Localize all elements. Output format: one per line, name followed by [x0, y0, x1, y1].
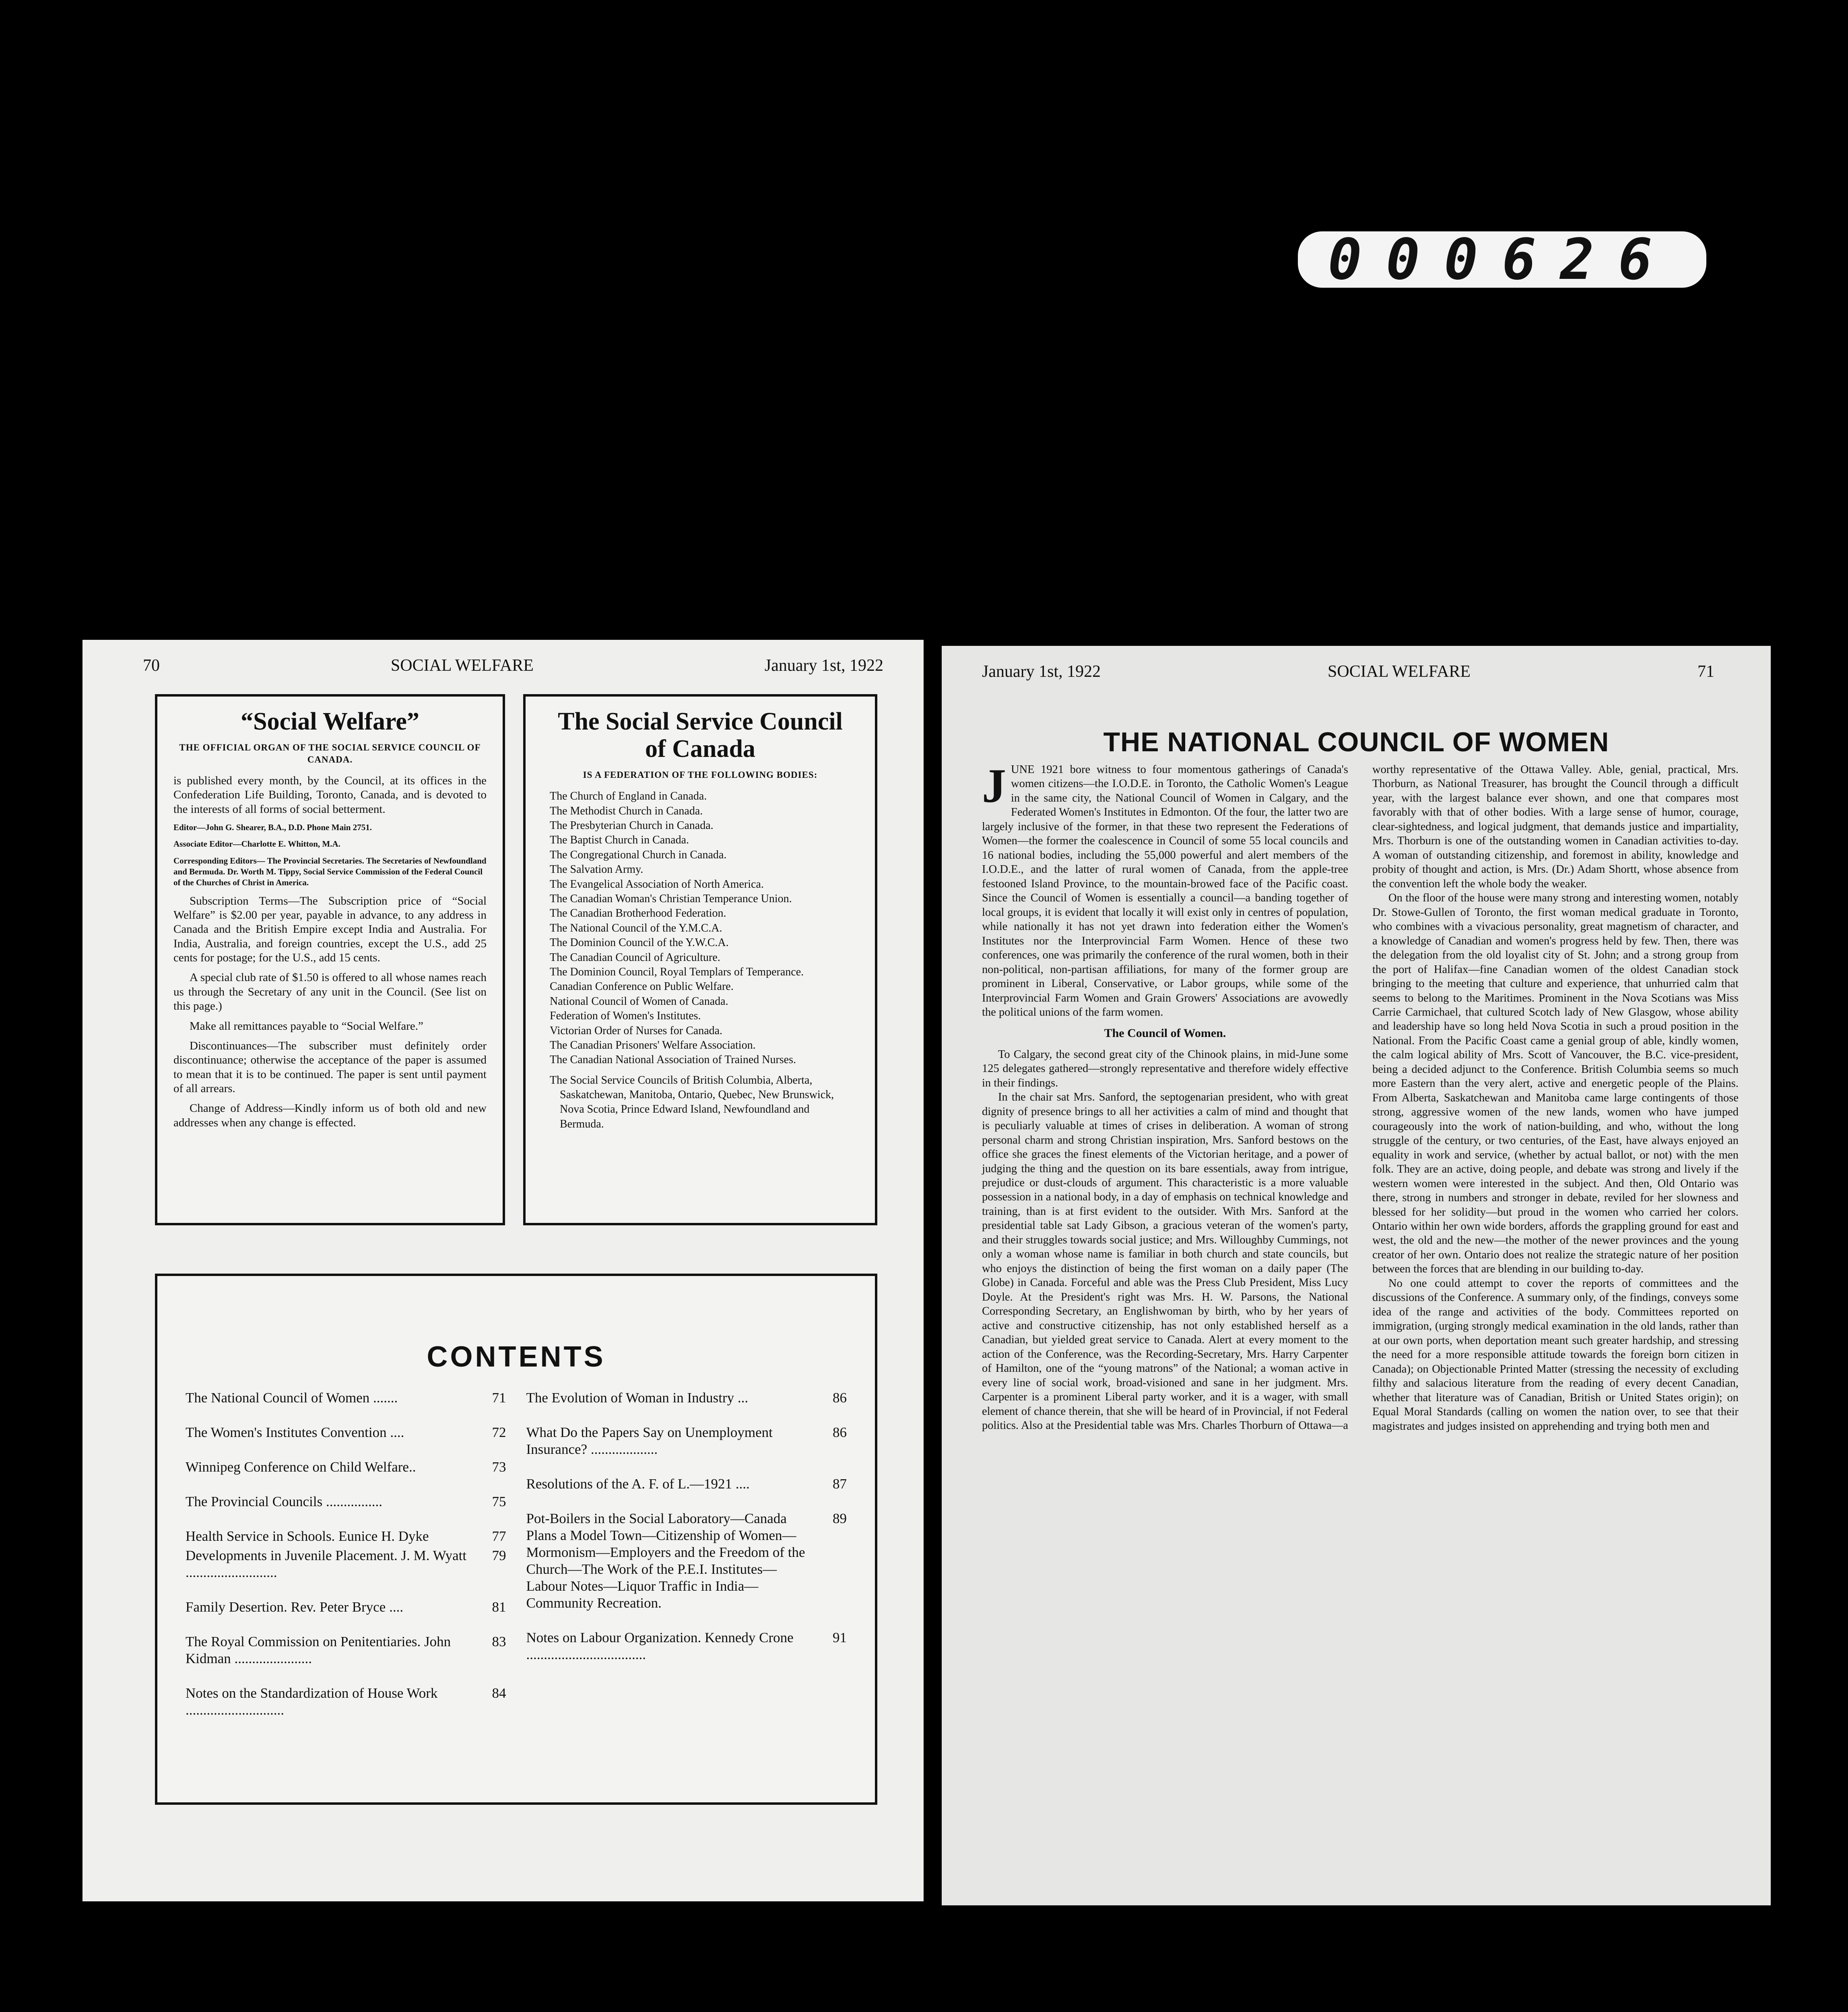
toc-entry-page: 71	[492, 1390, 506, 1406]
info-associate-editor: Associate Editor—Charlotte E. Whitton, M.A.	[173, 839, 340, 849]
right-header: SOCIAL WELFARE	[1328, 662, 1471, 681]
list-item: Victorian Order of Nurses for Canada.	[550, 1024, 723, 1037]
toc-entry-title: The Evolution of Woman in Industry ...	[526, 1390, 749, 1406]
info-editor: Editor—John G. Shearer, B.A., D.D. Phone Main 2751.	[173, 823, 372, 833]
toc-entry-title: The Provincial Councils ................	[186, 1494, 382, 1509]
toc-right-column	[526, 1389, 847, 1736]
toc-entry-title: Family Desertion. Rev. Peter Bryce ....	[186, 1599, 404, 1615]
toc-entry[interactable]	[526, 1424, 847, 1458]
article-paragraph: To Calgary, the second great city of the Chinook plains, in mid-June some 125 delegates gathered—strongly representative and therefore widely effective in their findings.	[982, 1048, 1348, 1089]
article-title: THE NATIONAL COUNCIL OF WOMEN	[1103, 727, 1609, 757]
info-remittances: Make all remittances payable to “Social Welfare.”	[190, 1019, 423, 1033]
list-item: The Canadian Woman's Christian Temperance Union.	[550, 893, 792, 905]
article-paragraph: On the floor of the house were many strong and interesting women, notably Dr. Stowe-Gullen of Toronto, the first woman medical graduate in Toronto, who combines with a vivacious personality, great magnetism of character, and a knowledge of Canadian and women's progress held by few. Then, there was the delegation from the old loyalist city of St. John; and a strong group from the port of Halifax—fine Canadian women of the oldest Canadian stock bringing to the meeting that culture and experience, that unhurried calm that seems to belong to the Maritimes. Prominent in the Nova Scotians was Miss Carrie Carmichael, that cultured Scotch lady of New Glasgow, whose ability and leadership have so long held Nova Scotia in such a proud position in the National. From the Pacific Coast came a genial group of able, kindly women, the calm logical ability of Mrs. Scott of Vancouver, the B.C. vice-president, being a decided adjunct to the Conference. British Columbia seems so much more Eastern than the very alert, active and energetic people of the Plains. From Alberta, Saskatchewan and Manitoba came large contingents of those strong, aggressive women of the new lands, women who have jumped courageously into the work of nation-building, and who, without the long struggle of the century, or two centuries, of the East, have always enjoyed an equality in work and service, (whether by actual ballot, or not) with the men folk. They are an active, doing people, and debate was strong and lively if the western women were interested in the subject. And then, Old Ontario was there, strong in numbers and stronger in debate, reviled for her slowness and blessed for her solidity—but proud in the women who carried her colors. Ontario within her own wide borders, affords the grappling ground for east and west, the old and the new—the mother of the newer provinces and the young creator of her own. Ontario does not realize the strategic nature of her position between the forces that are blending in our building to-day.	[1372, 892, 1739, 1276]
toc-entry-page: 83	[492, 1634, 506, 1649]
list-item: The Methodist Church in Canada.	[550, 804, 703, 817]
toc-entry-title: Developments in Juvenile Placement. J. M. Wyatt ..........................	[186, 1548, 467, 1580]
info-subscription: Subscription Terms—The Subscription price of “Social Welfare” is $2.00 per year, payable in advance, to any address in Canada and the British Empire except India and Australia. For India, Australia, and foreign countries, except the U.S., add 25 cents for postage; for the U.S., add 15 cents.	[173, 894, 487, 965]
contents-title: CONTENTS	[427, 1341, 606, 1373]
left-header: SOCIAL WELFARE	[390, 656, 534, 675]
toc-entry-title: Winnipeg Conference on Child Welfare..	[186, 1459, 416, 1475]
toc-entry-page: 73	[492, 1459, 506, 1475]
toc-left-column	[186, 1389, 506, 1736]
list-item: The Congregational Church in Canada.	[550, 848, 727, 861]
left-page	[82, 640, 924, 1901]
left-date: January 1st, 1922	[764, 656, 883, 675]
info-change-of-address: Change of Address—Kindly inform us of both old and new addresses when any change is effected.	[173, 1102, 487, 1129]
toc-entry[interactable]	[186, 1493, 506, 1510]
council-box	[523, 694, 877, 1225]
toc-entry-title: Health Service in Schools. Eunice H. Dyke	[186, 1528, 429, 1544]
list-item: The Evangelical Association of North America.	[550, 878, 764, 891]
toc-entry-page: 86	[833, 1390, 847, 1406]
toc-entry-page: 87	[833, 1476, 847, 1492]
article-paragraph: No one could attempt to cover the reports of committees and the discussions of the Conference. A summary only, of the findings, conveys some idea of the range and activities of the body. Committees reported on immigration, (urging strongly medical examination in the old lands, rather than at our own ports, when deportation meant such greater hardship, and stressing the need for a more responsible attitude towards the foreign born citizen in Canada); on Objectionable Printed Matter (stressing the necessity of excluding filthy and salacious literature from the reading of every decent Canadian, whether that literature was of Canadian, British or United States origin); on Equal Moral Standards (calling on women the nation over, to see that their magistrates and judges insisted on apprehending and trying both men and	[1372, 1277, 1739, 1433]
list-item: Federation of Women's Institutes.	[550, 1010, 701, 1022]
toc-entry-title: Notes on Labour Organization. Kennedy Crone ..................................	[526, 1630, 794, 1662]
toc-entry-page: 86	[833, 1424, 847, 1440]
list-item: The Social Service Councils of British Columbia, Alberta, Saskatchewan, Manitoba, Ontario, Quebec, New Brunswick, Nova Scotia, Prince Edward Island, Newfoundland and Bermuda.	[550, 1074, 834, 1130]
council-box-title: The Social Service Council of Canada	[558, 708, 843, 763]
toc-entry-page: 81	[492, 1599, 506, 1615]
right-page-number: 71	[1697, 662, 1714, 681]
list-item: The Canadian National Association of Trained Nurses.	[550, 1053, 796, 1066]
drop-cap: J	[982, 759, 1006, 812]
toc-entry[interactable]	[186, 1424, 506, 1441]
right-date: January 1st, 1922	[982, 662, 1101, 681]
toc-entry[interactable]	[526, 1510, 847, 1612]
toc-entry[interactable]	[526, 1476, 847, 1493]
toc-entry-page: 77	[492, 1528, 506, 1544]
left-page-number: 70	[143, 656, 160, 675]
right-running-head	[982, 662, 1714, 681]
frame-number: 000626	[1298, 231, 1706, 288]
toc-entry[interactable]	[526, 1389, 847, 1406]
article-paragraph	[982, 759, 1348, 1019]
table-of-contents	[186, 1389, 847, 1736]
toc-entry-page: 72	[492, 1424, 506, 1440]
toc-entry[interactable]	[526, 1629, 847, 1663]
info-discontinuances: Discontinuances—The subscriber must definitely order discontinuance; otherwise the acceptance of the paper is assumed to mean that it is to be continued. The paper is sent until payment of all arrears.	[173, 1039, 487, 1095]
list-item: The Canadian Council of Agriculture.	[550, 951, 720, 964]
list-item: The Canadian Prisoners' Welfare Association.	[550, 1039, 756, 1051]
toc-entry-page: 89	[833, 1511, 847, 1526]
toc-entry[interactable]	[186, 1547, 506, 1581]
contents-box	[155, 1274, 877, 1805]
info-box	[155, 694, 505, 1225]
toc-entry[interactable]	[186, 1633, 506, 1667]
right-page	[942, 646, 1771, 1905]
toc-entry-title: What Do the Papers Say on Unemployment Insurance? ...................	[526, 1424, 773, 1457]
info-box-title: “Social Welfare”	[241, 708, 419, 735]
toc-entry[interactable]	[186, 1389, 506, 1406]
toc-entry[interactable]	[186, 1685, 506, 1719]
article-subheading: The Council of Women.	[1104, 1027, 1226, 1040]
list-item: Canadian Conference on Public Welfare.	[550, 980, 734, 993]
toc-entry-page: 75	[492, 1494, 506, 1509]
toc-entry-title: Resolutions of the A. F. of L.—1921 ....	[526, 1476, 750, 1492]
article-paragraph-text: UNE 1921 bore witness to four momentous gatherings of Canada's women citizens—the I.O.D.E. in Toronto, the Catholic Women's League in the same city, the National Council of Women in Calgary, and the Federated Women's Institutes in Edmonton. Of the four, the latter two are largely inclusive of the former, in that these two represent the Federations of Women—the former the coalescence in Council of some 55 local councils and 16 national bodies, including the 55,000 powerful and alert members of the I.O.D.E., and the latter of rural women of Canada, from the apple-tree festooned Island Province, to the mountain-browed face of the Pacific coast. Since the Council of Women is essentially a council—a banding together of local groups, it is evident that locally it will exist only in centres of population, while nationally it has not yet drawn into federation either the Women's Institutes nor the Interprovincial Farm Women. Hence of these two conferences, one was primarily the conference of the rural women, both in their non-political, non-partisan affiliations, for many of the former group are prominent in Liberal, Conservative, or Labor groups, while some of the Interprovincial Farm Women and Grain Growers' Associations are avowedly the political unions of the farm women.	[982, 763, 1348, 1018]
toc-entry-page: 91	[833, 1630, 847, 1645]
info-box-subtitle: THE OFFICIAL ORGAN OF THE SOCIAL SERVICE COUNCIL OF CANADA.	[179, 742, 481, 765]
toc-entry-title: The Royal Commission on Penitentiaries. John Kidman ......................	[186, 1634, 451, 1666]
toc-entry[interactable]	[186, 1528, 506, 1545]
list-item: National Council of Women of Canada.	[550, 995, 728, 1008]
list-item: The National Council of the Y.M.C.A.	[550, 921, 722, 934]
article-paragraph: In the chair sat Mrs. Sanford, the septogenarian president, who with great dignity of presence brings to all her activities a calm of mind and thought that is peculiarly valuable at times of crises in deliberation. A woman of strong personal charm and strong Christian inspiration, Mrs. Sanford bestows on the office she graces the finest elements of the Victorian heritage, and a power of judging the thing and the question on its bare essentials, away from intrigue, prejudice or dust-clouds of argument. This characteristic is a more valuable possession in a national body, in a day of emphasis on technical knowledge and training, than is at first evident to the outsider. With Mrs. Sanford at the presidential table sat Lady Gibson, a gracious veteran of the women's party, and their struggles towards social justice; and Mrs. Willoughby Cummings, not only a woman whose name is familiar in both church and state councils, but who enjoys the distinction of being the first woman on a daily paper (The Globe) in Canada. Forceful and able was the Press Club President, Miss Lucy Doyle. At the President's right was Mrs. H. W. Parsons, the National Corresponding Secretary, an Englishwoman by birth, who by her years of active and constructive citizenship, has not only established herself as a Canadian, but yielded great service to Canada. Alert at every moment to the action of the Conference, was the Recording-Secretary, Mrs. Harry Carpenter of Hamilton, one of the “young matrons” of the National; a woman active in every line of social work, broad-visioned and sane in her judgment. Mrs. Carpenter is a prominent Liberal party worker, and it is a wager, with small element of chance therein, that she will be heard of in Provincial, if not Federal politics. Also at the Presidential table was Mrs. Charles Thorburn of Ottawa—a worthy representative of the Ottawa Valley. Able, genial, practical, Mrs. Thorburn, as National Treasurer, has brought the Council through a difficult year, with the largest balance ever shown, and one that compares most favorably with that of other bodies. With a large sense of humor, courage, clear-sightedness, and logical judgment, that demands justice and impartiality, Mrs. Thorburn is one of the outstanding women in Canadian activities to-day. A woman of outstanding citizenship, and foremost in ability, knowledge and probity of thought and action, is Mrs. (Dr.) Adam Shortt, whose absence from the convention left the whole body the weaker.	[982, 763, 1739, 1432]
list-item: The Church of England in Canada.	[550, 790, 707, 803]
list-item: The Dominion Council of the Y.W.C.A.	[550, 936, 729, 949]
toc-entry-title: The National Council of Women .......	[186, 1390, 398, 1406]
council-box-subtitle: IS A FEDERATION OF THE FOLLOWING BODIES:	[583, 770, 818, 780]
toc-entry[interactable]	[186, 1599, 506, 1616]
list-item: The Dominion Council, Royal Templars of Temperance.	[550, 965, 804, 978]
council-body-list	[550, 789, 851, 1132]
list-item: The Salvation Army.	[550, 863, 644, 876]
article-body	[982, 759, 1739, 1877]
left-running-head	[143, 656, 883, 675]
toc-entry-title: Notes on the Standardization of House Work ............................	[186, 1685, 438, 1718]
info-club-rate: A special club rate of $1.50 is offered to all whose names reach us through the Secretary of any unit in the Council. (See list on this page.)	[173, 971, 487, 1013]
list-item: The Canadian Brotherhood Federation.	[550, 907, 726, 920]
toc-entry-title: Pot-Boilers in the Social Laboratory—Canada Plans a Model Town—Citizenship of Women—Mormonism—Employers and the Freedom of the Church—The Work of the P.E.I. Institutes—Labour Notes—Liquor Traffic in India—Community Recreation.	[526, 1511, 805, 1611]
toc-entry[interactable]	[186, 1459, 506, 1476]
toc-entry-page: 79	[492, 1548, 506, 1563]
toc-entry-page: 84	[492, 1685, 506, 1701]
list-item: The Baptist Church in Canada.	[550, 834, 689, 847]
list-item: The Presbyterian Church in Canada.	[550, 819, 714, 832]
toc-entry-title: The Women's Institutes Convention ....	[186, 1424, 404, 1440]
info-intro: is published every month, by the Council, at its offices in the Confederation Life Building, Toronto, Canada, and is devoted to the interests of all forms of social betterment.	[173, 774, 487, 816]
info-corresponding-editors: Corresponding Editors— The Provincial Secretaries. The Secretaries of Newfoundland and Bermuda. Dr. Worth M. Tippy, Social Service Commission of the Federal Council of the Churches of Christ in America.	[173, 856, 487, 888]
